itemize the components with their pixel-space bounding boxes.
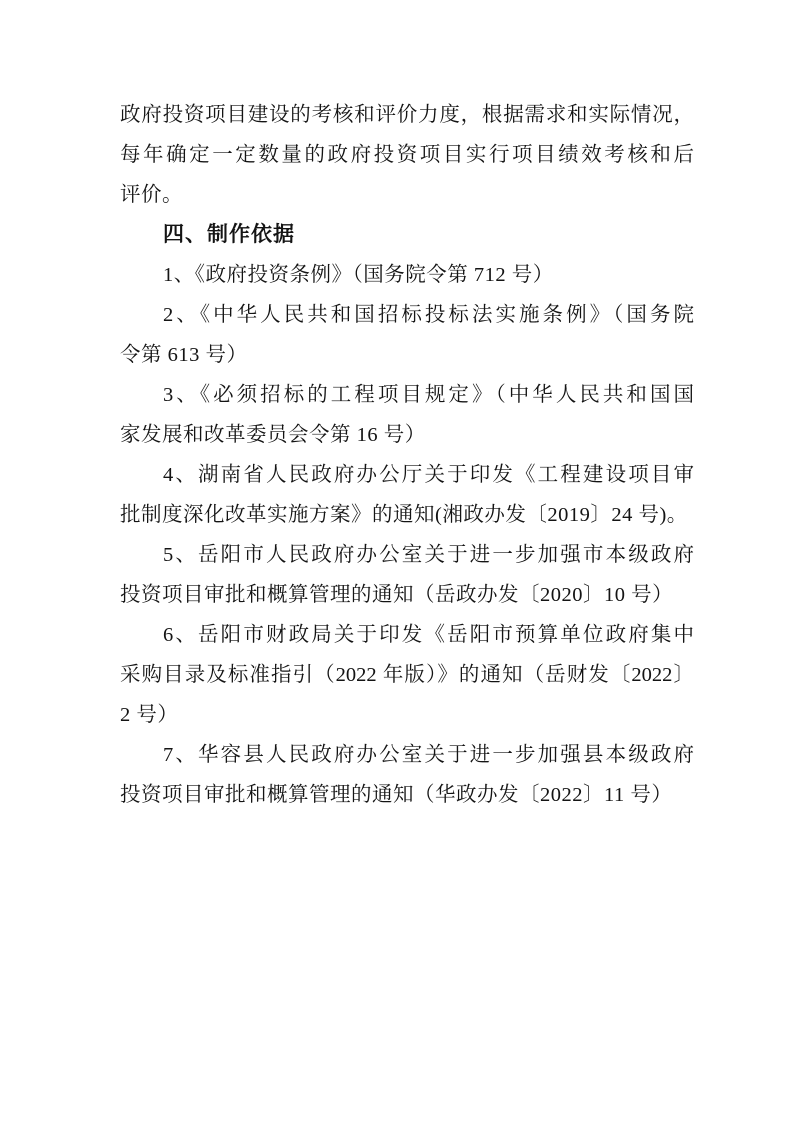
intro-paragraph-line: 评价。 xyxy=(120,184,183,206)
intro-paragraph-line: 政府投资项目建设的考核和评价力度，根据需求和实际情况， xyxy=(120,104,694,126)
list-item-4-line: 4、湖南省人民政府办公厅关于印发《工程建设项目审 xyxy=(163,464,694,486)
list-item-4-line: 批制度深化改革实施方案》的通知(湘政办发〔2019〕24 号)。 xyxy=(120,504,688,526)
document-content xyxy=(120,95,694,815)
list-item-3-line: 3、《必须招标的工程项目规定》（中华人民共和国国 xyxy=(163,384,694,406)
list-item-3-line: 家发展和改革委员会令第 16 号） xyxy=(120,424,426,446)
list-item-6-line: 6、岳阳市财政局关于印发《岳阳市预算单位政府集中 xyxy=(163,624,694,646)
list-item-1-line: 1、《政府投资条例》（国务院令第 712 号） xyxy=(163,264,554,286)
list-item-7-line: 7、华容县人民政府办公室关于进一步加强县本级政府 xyxy=(163,744,694,766)
section-heading: 四、制作依据 xyxy=(163,223,295,246)
list-item-6-line: 采购目录及标准指引（2022 年版）》的通知（岳财发〔2022〕 xyxy=(120,664,694,686)
list-item-6-line: 2 号） xyxy=(120,704,179,726)
list-item-7-line: 投资项目审批和概算管理的通知（华政办发〔2022〕11 号） xyxy=(120,784,673,806)
list-item-2-line: 令第 613 号） xyxy=(120,344,248,366)
list-item-5-line: 5、岳阳市人民政府办公室关于进一步加强市本级政府 xyxy=(163,544,694,566)
list-item-5-line: 投资项目审批和概算管理的通知（岳政办发〔2020〕10 号） xyxy=(120,584,674,606)
list-item-2-line: 2、《中华人民共和国招标投标法实施条例》（国务院 xyxy=(163,304,694,326)
intro-paragraph-line: 每年确定一定数量的政府投资项目实行项目绩效考核和后 xyxy=(120,144,694,166)
